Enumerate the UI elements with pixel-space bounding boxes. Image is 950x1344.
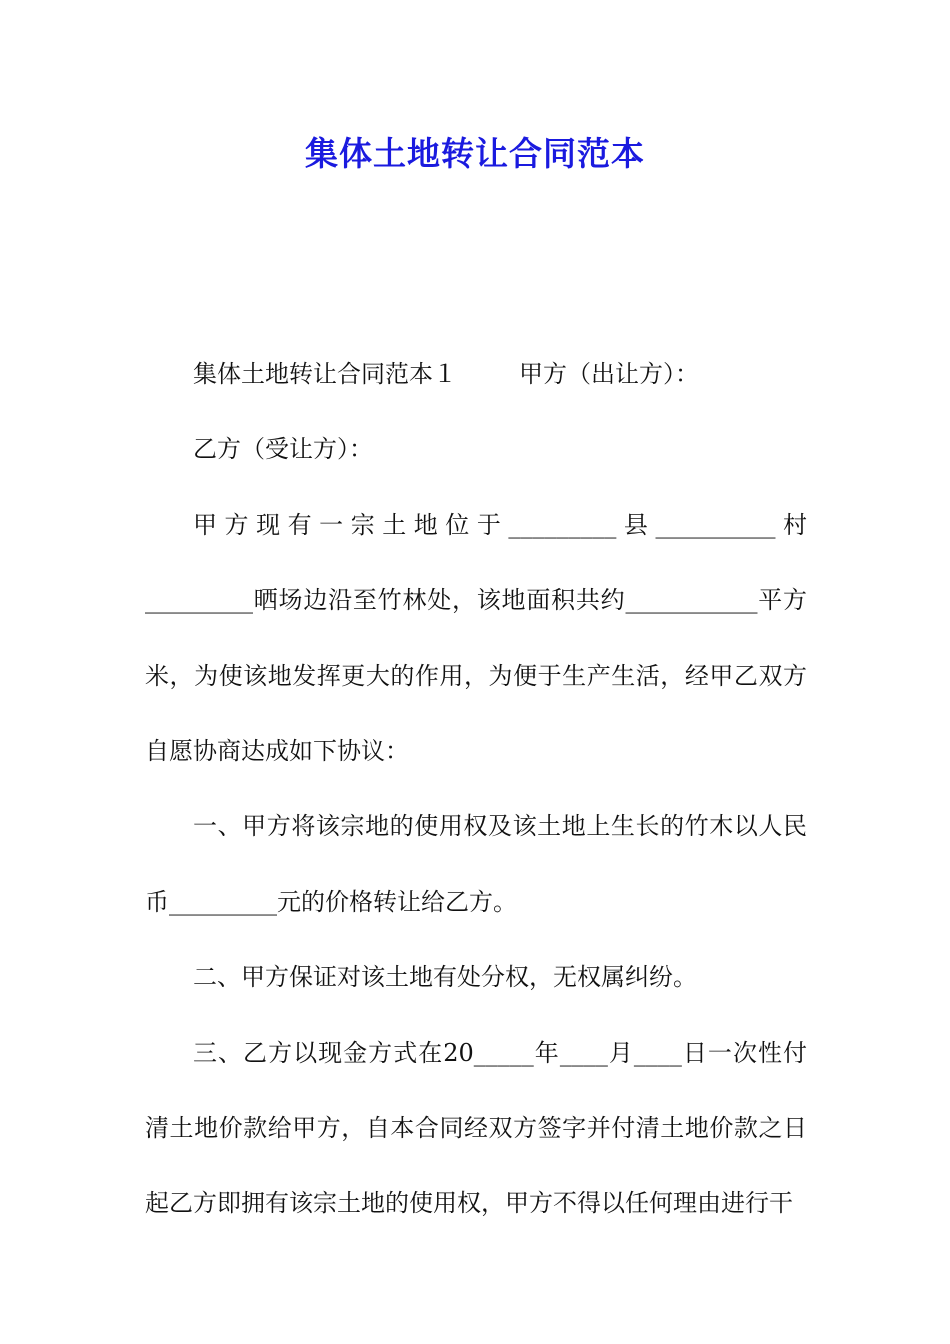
document-body <box>145 337 807 1242</box>
party-b-label: 乙方（受让方）： <box>193 435 373 464</box>
clause-1: 一、甲方将该宗地的使用权及该土地上生长的竹木以人民币_________元的价格转让给乙方。 <box>145 812 807 916</box>
clause-2: 二、甲方保证对该土地有处分权，无权属纠纷。 <box>193 963 697 992</box>
party-a-label: 甲方（出让方）： <box>519 360 699 388</box>
heading-label: 集体土地转让合同范本１ <box>193 360 457 388</box>
document-title: 集体土地转让合同范本 <box>305 134 645 173</box>
intro-paragraph: 甲方现有一宗土地位于_________县__________村_________晒场边沿至竹林处，该地面积共约___________平方米，为使该地发挥更大的作用，为便于生产生活，经甲乙双方自愿协商达成如下协议： <box>145 510 807 766</box>
clause-3: 三、乙方以现金方式在20_____年____月____日一次性付清土地价款给甲方，自本合同经双方签字并付清土地价款之日起乙方即拥有该宗土地的使用权，甲方不得以任何理由进行干 <box>145 1038 807 1218</box>
heading-line <box>145 337 807 412</box>
